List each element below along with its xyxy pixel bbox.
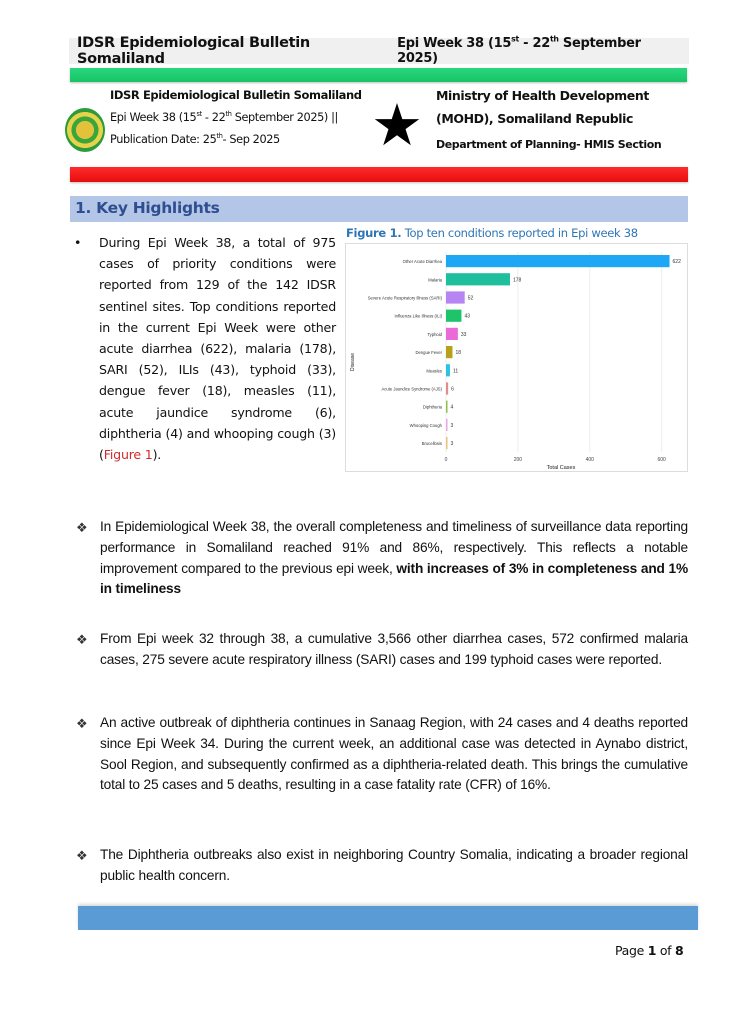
x-tick-label: 0 [444,457,448,464]
bar [446,328,458,340]
category-label: Influenza Like Illness (ILI) [394,313,442,319]
bar [446,346,452,358]
somaliland-emblem-icon [65,108,105,152]
ministry-name: Ministry of Health Development [436,88,649,103]
bar [446,364,450,376]
footer-bar [78,906,698,930]
highlight-bullet [74,232,336,465]
bar [446,310,461,322]
masthead-right [436,88,661,151]
green-divider-bar [70,68,687,82]
chart-canvas [346,244,687,471]
bar [446,382,448,394]
bullet-icon: • [74,235,82,250]
value-label: 18 [455,350,462,357]
x-tick-label: 400 [585,457,594,464]
figure-reference-link[interactable]: Figure 1 [103,447,153,463]
category-label: Other Acute Diarrhea [402,259,442,265]
value-label: 622 [672,259,681,266]
publication-date: Publication Date: 25th- Sep 2025 [110,132,280,146]
highlight-text: During Epi Week 38, a total of 975 cases of priority conditions were reported from 129 of the 142 IDSR sentinel sites. Top conditions reported in the current Epi Week were other acute diarrhea (622), malaria (178), SARI (52), ILIs (43), typhoid (33), dengue fever (18), measles (11), acute jaundice syndrome (6), diphtheria (4) and whooping cough (3) (Figure 1). [99,235,336,463]
paragraph-cumulative: ❖ From Epi week 32 through 38, a cumulative 3,566 other diarrhea cases, 572 confirmed malaria cases, 275 severe acute respiratory illness (SARI) cases and 199 typhoid cases were reported. [76,631,688,667]
section-heading-bar [70,196,688,222]
value-label: 6 [451,386,454,393]
bar [446,291,465,303]
paragraph-diphtheria-outbreak: ❖ An active outbreak of diphtheria continues in Sanaag Region, with 24 cases and 4 deaths reported since Epi Week 34. During the current week, an additional case was detected in Aynabo district, Sool Region, and subsequently confirmed as a diphtheria-related death. This brings the cumulative total to 25 cases and 5 deaths, resulting in a case fatality rate (CFR) of 16%. [76,715,688,793]
bar-chart [345,243,688,472]
section-heading: 1. Key Highlights [75,199,220,217]
y-axis-title: Disease [350,352,356,372]
category-label: Diphtheria [422,404,442,410]
figure-caption: Figure 1. Top ten conditions reported in Epi week 38 [346,226,638,240]
ministry-country: (MOHD), Somaliland Republic [436,111,634,126]
category-label: Typhoid [427,331,442,337]
category-label: Severe Acute Respiratory Illness (SARI) [367,295,442,301]
value-label: 11 [452,368,459,375]
value-label: 4 [450,404,454,411]
bar [446,437,448,449]
bar [446,273,510,285]
category-label: Dengue Fever [415,350,442,356]
category-label: Acute Jaundice Syndrome (AJS) [381,386,442,392]
bar [446,419,448,431]
red-divider-bar [70,167,688,182]
x-tick-label: 200 [513,457,523,464]
value-label: 33 [460,331,467,338]
star-icon: ★ [371,93,423,158]
paragraph-regional: ❖ The Diphtheria outbreaks also exist in neighboring Country Somalia, indicating a broader regional public health concern. [76,847,688,883]
category-label: Malaria [428,277,442,283]
x-tick-label: 600 [657,457,666,464]
page-number: Page 1 of 8 [615,943,684,958]
bar [446,255,670,267]
diamond-bullet-icon: ❖ [76,520,88,535]
category-label: Measles [426,368,442,374]
value-label: 52 [467,295,474,302]
category-label: Brucellosis [421,441,442,447]
epi-week-range: Epi Week 38 (15st - 22th September 2025) || [110,110,338,124]
masthead-left [110,88,362,155]
value-label: 178 [512,277,522,284]
header-epi-week: Epi Week 38 (15st - 22th September 2025) [397,34,641,66]
value-label: 3 [450,422,454,429]
diamond-bullet-icon: ❖ [76,632,88,647]
x-axis-title: Total Cases [546,465,576,471]
running-header [69,34,689,67]
category-label: Whooping Cough [409,422,442,428]
diamond-bullet-icon: ❖ [76,848,88,863]
bulletin-title: IDSR Epidemiological Bulletin Somaliland [110,88,362,102]
diamond-bullet-icon: ❖ [76,716,88,731]
value-label: 43 [464,313,471,320]
paragraph-completeness: ❖ In Epidemiological Week 38, the overall completeness and timeliness of surveillance data reporting performance in Somaliland reached 91% and 86%, respectively. This reflects a notable improvement compared to the previous epi week, with increases of 3% in completeness and 1% in timeliness [76,519,688,597]
bar [446,401,448,413]
value-label: 3 [450,441,454,448]
department-name: Department of Planning- HMIS Section [436,138,662,151]
header-title: IDSR Epidemiological Bulletin Somaliland [77,35,310,67]
